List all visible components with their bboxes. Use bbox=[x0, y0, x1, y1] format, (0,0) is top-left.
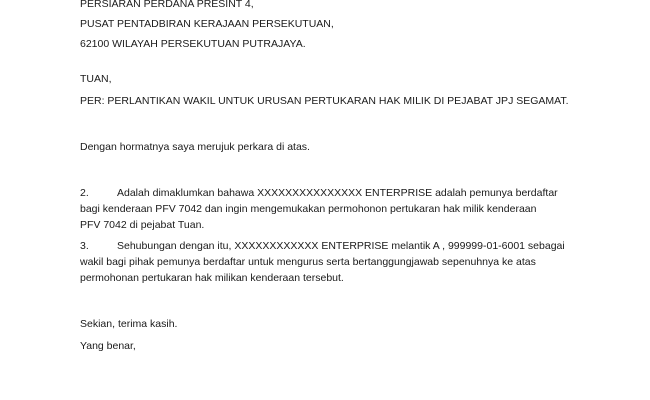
address-line-1: PERSIARAN PERDANA PRESINT 4, bbox=[80, 0, 254, 10]
paragraph-3-line-3: permohonan pertukaran hak milikan kenderaan tersebut. bbox=[80, 272, 344, 284]
paragraph-3-line-1: Sehubungan dengan itu, XXXXXXXXXXXX ENTERPRISE melantik A , 999999-01-6001 sebagai bbox=[117, 240, 565, 252]
address-line-3: 62100 WILAYAH PERSEKUTUAN PUTRAJAYA. bbox=[80, 38, 306, 50]
closing-text: Sekian, terima kasih. bbox=[80, 318, 178, 330]
paragraph-2-number: 2. bbox=[80, 187, 89, 199]
paragraph-3-number: 3. bbox=[80, 240, 89, 252]
intro-paragraph: Dengan hormatnya saya merujuk perkara di atas. bbox=[80, 141, 310, 153]
subject-line: PER: PERLANTIKAN WAKIL UNTUK URUSAN PERTUKARAN HAK MILIK DI PEJABAT JPJ SEGAMAT. bbox=[80, 95, 569, 107]
address-line-2: PUSAT PENTADBIRAN KERAJAAN PERSEKUTUAN, bbox=[80, 18, 334, 30]
paragraph-3-line-2: wakil bagi pihak pemunya berdaftar untuk mengurus serta bertanggungjawab sepenuhnya ke atas bbox=[80, 256, 536, 268]
paragraph-2-line-2: bagi kenderaan PFV 7042 dan ingin mengemukakan permohonon pertukaran hak milik kenderaan bbox=[80, 203, 537, 215]
paragraph-2-line-3: PFV 7042 di pejabat Tuan. bbox=[80, 219, 205, 231]
salutation: TUAN, bbox=[80, 73, 112, 85]
signoff-text: Yang benar, bbox=[80, 340, 136, 352]
paragraph-2-line-1: Adalah dimaklumkan bahawa XXXXXXXXXXXXXXX ENTERPRISE adalah pemunya berdaftar bbox=[117, 187, 558, 199]
